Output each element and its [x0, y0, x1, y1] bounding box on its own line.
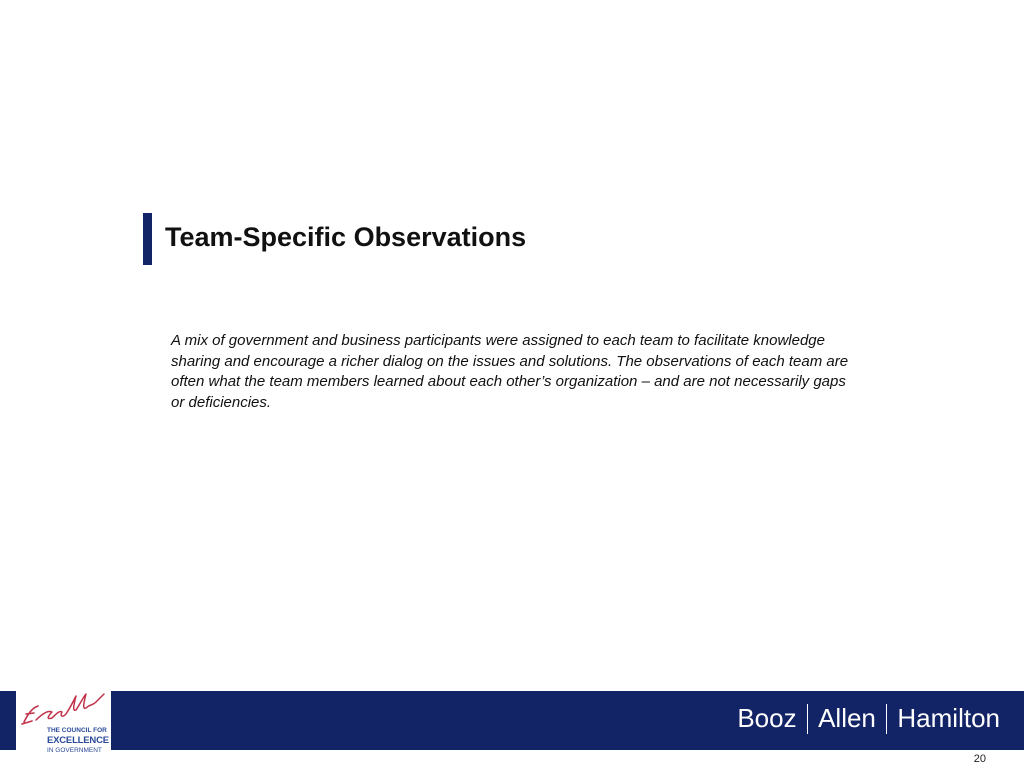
booz-allen-hamilton-logo — [737, 703, 1000, 734]
council-for-excellence-logo — [16, 688, 111, 758]
body-paragraph: A mix of government and business participants were assigned to each team to facilitate knowledge sharing and encourage a richer dialog on the issues and solutions. The observations of each team are often what the team members learned about each other’s organization – and are not necessarily gaps or deficiencies. — [171, 332, 849, 411]
brand-word-allen: Allen — [818, 703, 876, 733]
brand-word-booz: Booz — [737, 703, 797, 733]
page-number: 20 — [973, 753, 986, 765]
excellence-script-icon — [18, 688, 110, 728]
logo-line-excellence: EXCELLENCE — [47, 735, 109, 746]
logo-line-council: THE COUNCIL FOR — [47, 727, 107, 734]
logo-line-government: IN GOVERNMENT — [47, 747, 102, 754]
brand-word-hamilton: Hamilton — [897, 703, 1000, 733]
brand-separator — [807, 704, 809, 734]
brand-separator — [886, 704, 888, 734]
slide-title: Team-Specific Observations — [165, 222, 527, 252]
title-accent-bar — [143, 213, 152, 265]
